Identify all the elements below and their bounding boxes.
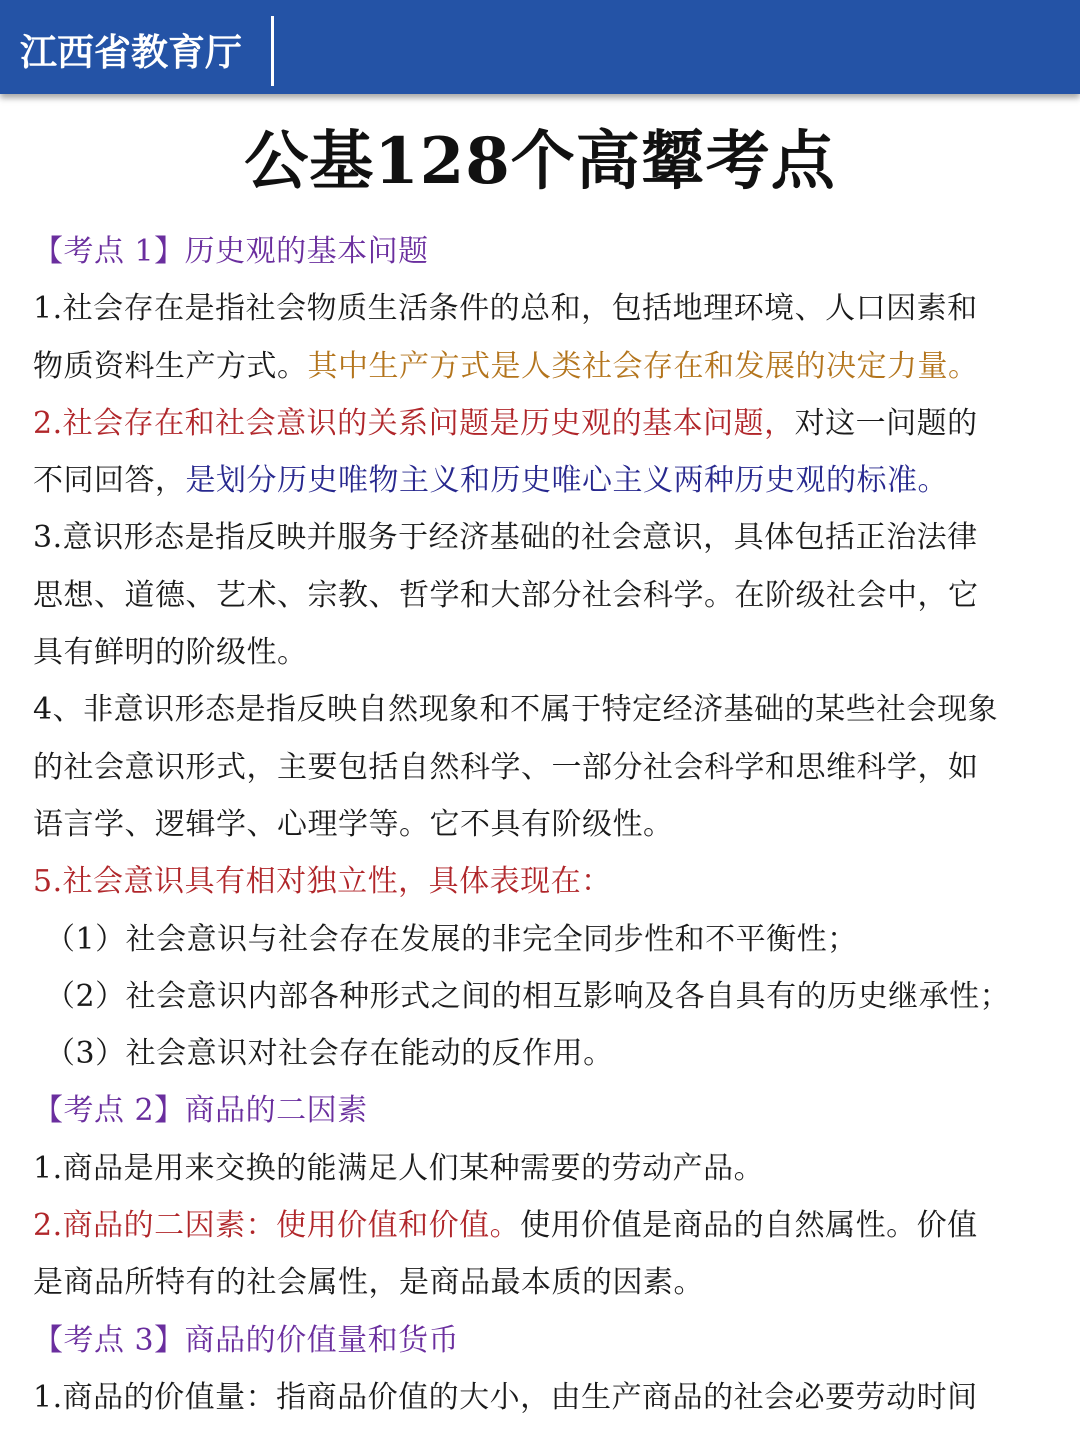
text-line <box>33 739 1053 796</box>
text-line <box>33 1082 1053 1139</box>
text-segment: 不同回答， <box>33 463 186 499</box>
text-segment: 物质资料生产方式。 <box>33 348 308 384</box>
text-line <box>33 796 1053 853</box>
header-divider <box>271 16 274 86</box>
text-segment: 【考点 3】商品的价值量和货币 <box>33 1322 460 1358</box>
text-line <box>33 223 1053 280</box>
text-segment: 【考点 2】商品的二因素 <box>33 1093 368 1129</box>
text-segment: 2.社会存在和社会意识的关系问题是历史观的基本问题， <box>33 405 795 441</box>
text-segment: 1.社会存在是指社会物质生活条件的总和，包括地理环境、人口因素和 <box>33 291 978 327</box>
text-line <box>33 1254 1053 1311</box>
text-segment: （1）社会意识与社会存在发展的非完全同步性和不平衡性； <box>45 921 858 957</box>
text-line <box>33 968 1053 1025</box>
text-segment: 5.社会意识具有相对独立性，具体表现在： <box>33 864 612 900</box>
text-line <box>33 452 1053 509</box>
text-line <box>33 280 1053 337</box>
text-line <box>33 509 1053 566</box>
text-line <box>33 1025 1053 1082</box>
text-line <box>33 681 1053 738</box>
text-segment: 是商品所特有的社会属性，是商品最本质的因素。 <box>33 1265 704 1301</box>
text-line <box>33 624 1053 681</box>
text-line <box>33 911 1053 968</box>
text-segment: 对这一问题的 <box>794 405 978 441</box>
text-segment: 2.商品的二因素：使用价值和价值。 <box>33 1208 521 1244</box>
header-bar <box>0 0 1080 94</box>
text-segment: 语言学、逻辑学、心理学等。它不具有阶级性。 <box>33 806 674 842</box>
text-segment: 的社会意识形式，主要包括自然科学、一部分社会科学和思维科学，如 <box>33 749 979 785</box>
text-line <box>33 853 1053 910</box>
text-segment: 1.商品是用来交换的能满足人们某种需要的劳动产品。 <box>33 1150 765 1186</box>
text-segment: 【考点 1】历史观的基本问题 <box>33 234 429 269</box>
text-line <box>33 567 1053 624</box>
text-line <box>33 338 1053 395</box>
text-segment: 3.意识形态是指反映并服务于经济基础的社会意识，具体包括正治法律 <box>33 520 978 556</box>
text-segment: （2）社会意识内部各种形式之间的相互影响及各自具有的历史继承性； <box>45 978 1011 1014</box>
text-segment: 具有鲜明的阶级性。 <box>33 635 308 671</box>
text-line <box>33 1197 1053 1254</box>
text-segment: 思想、道德、艺术、宗教、哲学和大部分社会科学。在阶级社会中，它 <box>33 577 979 613</box>
text-segment: 其中生产方式是人类社会存在和发展的决定力量。 <box>307 348 979 384</box>
text-segment: 1.商品的价值量：指商品价值的大小，由生产商品的社会必要劳动时间 <box>33 1379 978 1415</box>
page-title: 公基128个高颦考点 <box>244 124 836 199</box>
text-segment: 4、非意识形态是指反映自然现象和不属于特定经济基础的某些社会现象 <box>33 692 999 728</box>
text-line <box>33 1312 1053 1369</box>
text-line <box>33 1140 1053 1197</box>
article-body <box>33 223 1053 1426</box>
text-segment: （3）社会意识对社会存在能动的反作用。 <box>45 1036 614 1072</box>
text-line <box>33 395 1053 452</box>
text-line <box>33 1369 1053 1426</box>
org-name: 江西省教育厅 <box>20 31 242 74</box>
text-segment: 是划分历史唯物主义和历史唯心主义两种历史观的标准。 <box>185 463 948 499</box>
text-segment: 使用价值是商品的自然属性。价值 <box>520 1208 978 1244</box>
